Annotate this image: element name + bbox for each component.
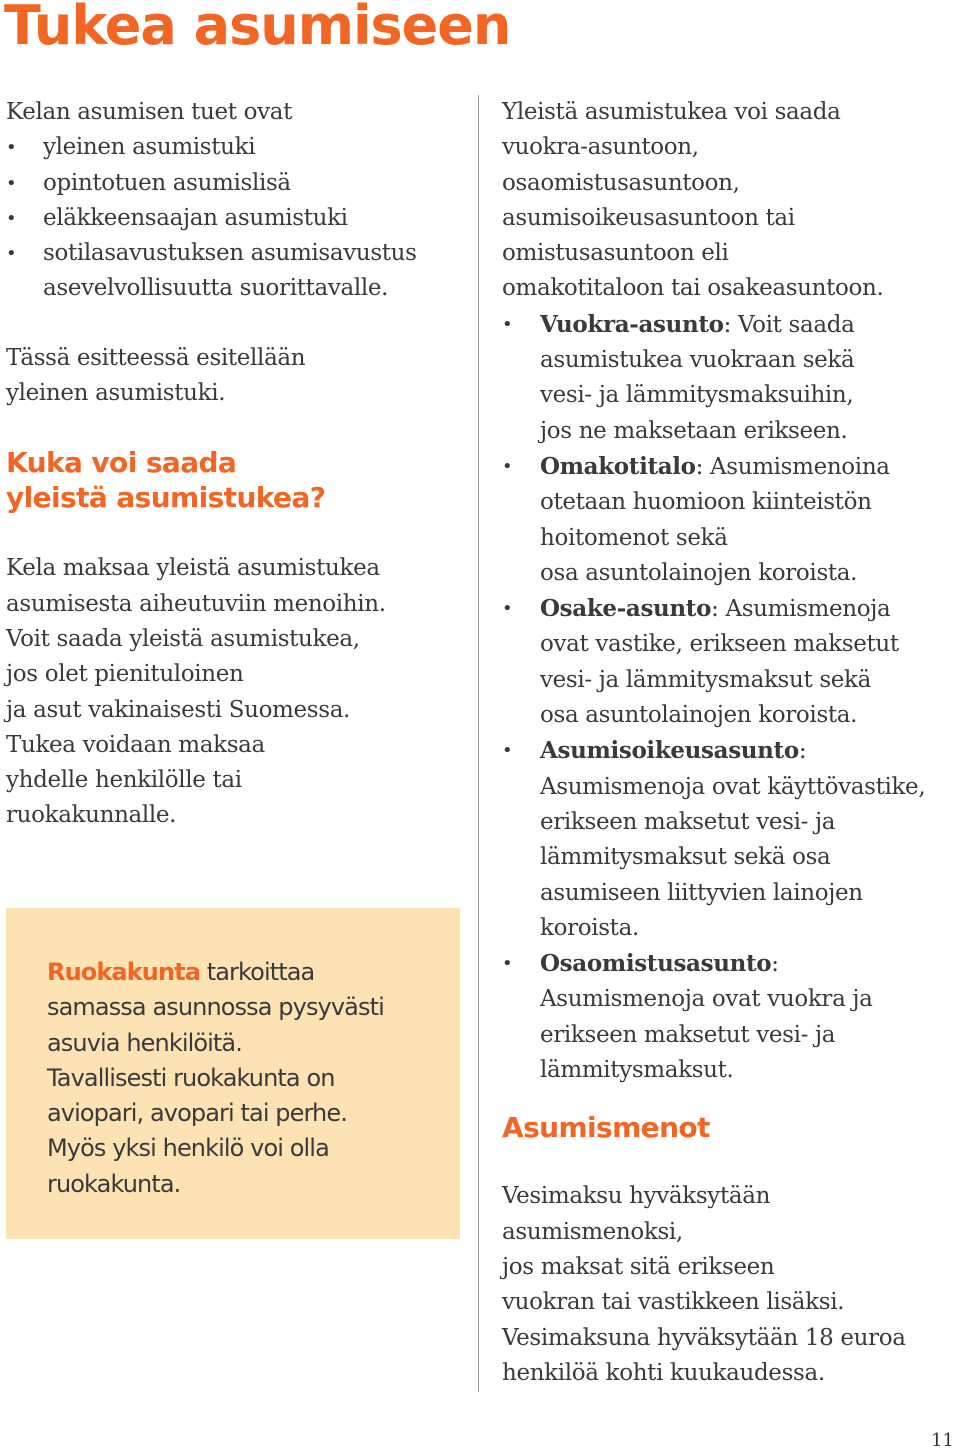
text-line: jos olet pienituloinen	[6, 661, 244, 688]
intro-text: Kelan asumisen tuet ovat	[6, 99, 293, 125]
housing-types-intro	[502, 95, 952, 307]
item-term: Omakotitalo	[540, 452, 696, 480]
heading-line: Kuka voi saada	[6, 446, 237, 480]
text-line: asumistukea vuokraan sekä	[540, 347, 855, 374]
text-line: koroista.	[540, 914, 639, 941]
column-divider	[478, 95, 479, 1392]
text-line: ovat vastike, erikseen maksetut	[540, 631, 899, 658]
heading-line: yleistä asumistukea?	[6, 481, 326, 515]
item-lead: : Voit saada	[723, 311, 855, 338]
water-fee-text	[502, 1179, 952, 1391]
text-line: Tavallisesti ruokakunta on	[47, 1063, 335, 1092]
text-line: osaomistusasuntoon,	[502, 169, 740, 196]
text-line: Voit saada yleistä asumistukea,	[6, 625, 360, 652]
right-column	[502, 95, 952, 1391]
item-term: Asumisoikeusasunto	[540, 737, 799, 765]
item-lead: : Asumismenoja	[711, 596, 891, 623]
text-line: samassa asunnossa pysyvästi	[47, 993, 384, 1022]
list-item-continuation: asevelvollisuutta suorittavalle.	[43, 275, 389, 302]
text-line: aviopari, avopari tai perhe.	[47, 1099, 347, 1128]
text-line: Myös yksi henkilö voi olla	[47, 1134, 329, 1163]
text-line: asumisoikeusasuntoon tai	[502, 204, 795, 231]
text-line: lämmitysmaksut sekä osa	[540, 844, 831, 871]
item-term: Vuokra-asunto	[540, 310, 724, 338]
text-line: vesi- ja lämmitysmaksuihin,	[540, 382, 854, 409]
list-item-omakotitalo	[502, 449, 952, 591]
text-line: jos ne maksetaan erikseen.	[540, 417, 848, 444]
text-line: Tässä esitteessä esitellään	[6, 344, 306, 371]
text-line: omistusasuntoon eli	[502, 240, 729, 267]
text-line: asumiseen liittyvien lainojen	[540, 879, 863, 906]
text-line: Tukea voidaan maksaa	[6, 731, 265, 758]
text-line: otetaan huomioon kiinteistön	[540, 489, 872, 516]
text-line: yhdelle henkilölle tai	[6, 767, 242, 794]
list-item: • eläkkeensaajan asumistuki	[6, 201, 466, 236]
text-line	[540, 733, 952, 769]
text-line: erikseen maksetut vesi- ja	[540, 808, 836, 835]
text-line: ja asut vakinaisesti Suomessa.	[6, 696, 351, 723]
list-item-asumisoikeusasunto	[502, 733, 952, 946]
text-line: henkilöä kohti kuukaudessa.	[502, 1359, 825, 1386]
text-line: ruokakunta.	[47, 1169, 181, 1198]
list-item-vuokra-asunto	[502, 307, 952, 449]
item-term: Osaomistusasunto	[540, 950, 772, 978]
list-item-osaomistusasunto	[502, 946, 952, 1088]
definition-term: Ruokakunta	[47, 958, 201, 986]
definition-lead: tarkoittaa	[200, 958, 315, 986]
page-title: Tukea asumiseen	[4, 0, 511, 57]
section-heading-who	[6, 445, 466, 515]
item-lead: :	[798, 738, 807, 765]
text-line: lämmitysmaksut.	[540, 1057, 734, 1084]
text-line: osa asuntolainojen koroista.	[540, 559, 858, 586]
page-number: 11	[931, 1430, 954, 1451]
item-term: Osake-asunto	[540, 595, 712, 623]
text-line: vuokran tai vastikkeen lisäksi.	[502, 1289, 845, 1316]
text-line: osa asuntolainojen koroista.	[540, 702, 858, 729]
text-line	[47, 955, 384, 990]
text-line: erikseen maksetut vesi- ja	[540, 1021, 836, 1048]
left-column	[6, 95, 466, 834]
text-line: asumismenoksi,	[502, 1218, 683, 1245]
text-line: Yleistä asumistukea voi saada	[502, 99, 841, 125]
text-line: ruokakunnalle.	[6, 802, 177, 829]
text-line: omakotitaloon tai osakeasuntoon.	[502, 275, 884, 302]
definition-box	[6, 908, 460, 1239]
text-line: asuvia henkilöitä.	[47, 1028, 242, 1057]
list-item: • opintotuen asumislisä	[6, 166, 466, 201]
text-line: asumisesta aiheutuviin menoihin.	[6, 590, 386, 617]
eligibility-text	[6, 551, 466, 833]
text-line	[540, 307, 952, 343]
text-line: yleinen asumistuki.	[6, 380, 226, 407]
text-line	[540, 591, 952, 627]
text-line: Vesimaksu hyväksytään	[502, 1183, 771, 1210]
text-line: Kela maksaa yleistä asumistukea	[6, 555, 380, 582]
list-item: • yleinen asumistuki	[6, 130, 466, 165]
text-line: Asumismenoja ovat vuokra ja	[540, 986, 873, 1013]
text-line: vuokra-asuntoon,	[502, 134, 699, 161]
text-line: hoitomenot sekä	[540, 524, 728, 551]
text-line: Asumismenoja ovat käyttövastike,	[540, 773, 926, 800]
text-line	[540, 449, 952, 485]
list-item-osake-asunto	[502, 591, 952, 733]
text-line: jos maksat sitä erikseen	[502, 1253, 775, 1280]
list-item: • sotilasavustuksen asumisavustus	[6, 236, 466, 271]
text-line: vesi- ja lämmitysmaksut sekä	[540, 666, 871, 693]
section-heading-costs	[502, 1110, 952, 1145]
item-lead: :	[771, 951, 779, 978]
housing-types-list	[502, 307, 952, 1089]
housing-benefits-list	[6, 130, 466, 271]
presentation-note	[6, 341, 466, 412]
text-line: Vesimaksuna hyväksytään 18 euroa	[502, 1324, 906, 1351]
item-lead: : Asumismenoina	[695, 453, 890, 480]
text-line	[540, 946, 952, 982]
definition-text	[47, 955, 384, 1202]
heading-line: Asumismenot	[502, 1111, 710, 1145]
